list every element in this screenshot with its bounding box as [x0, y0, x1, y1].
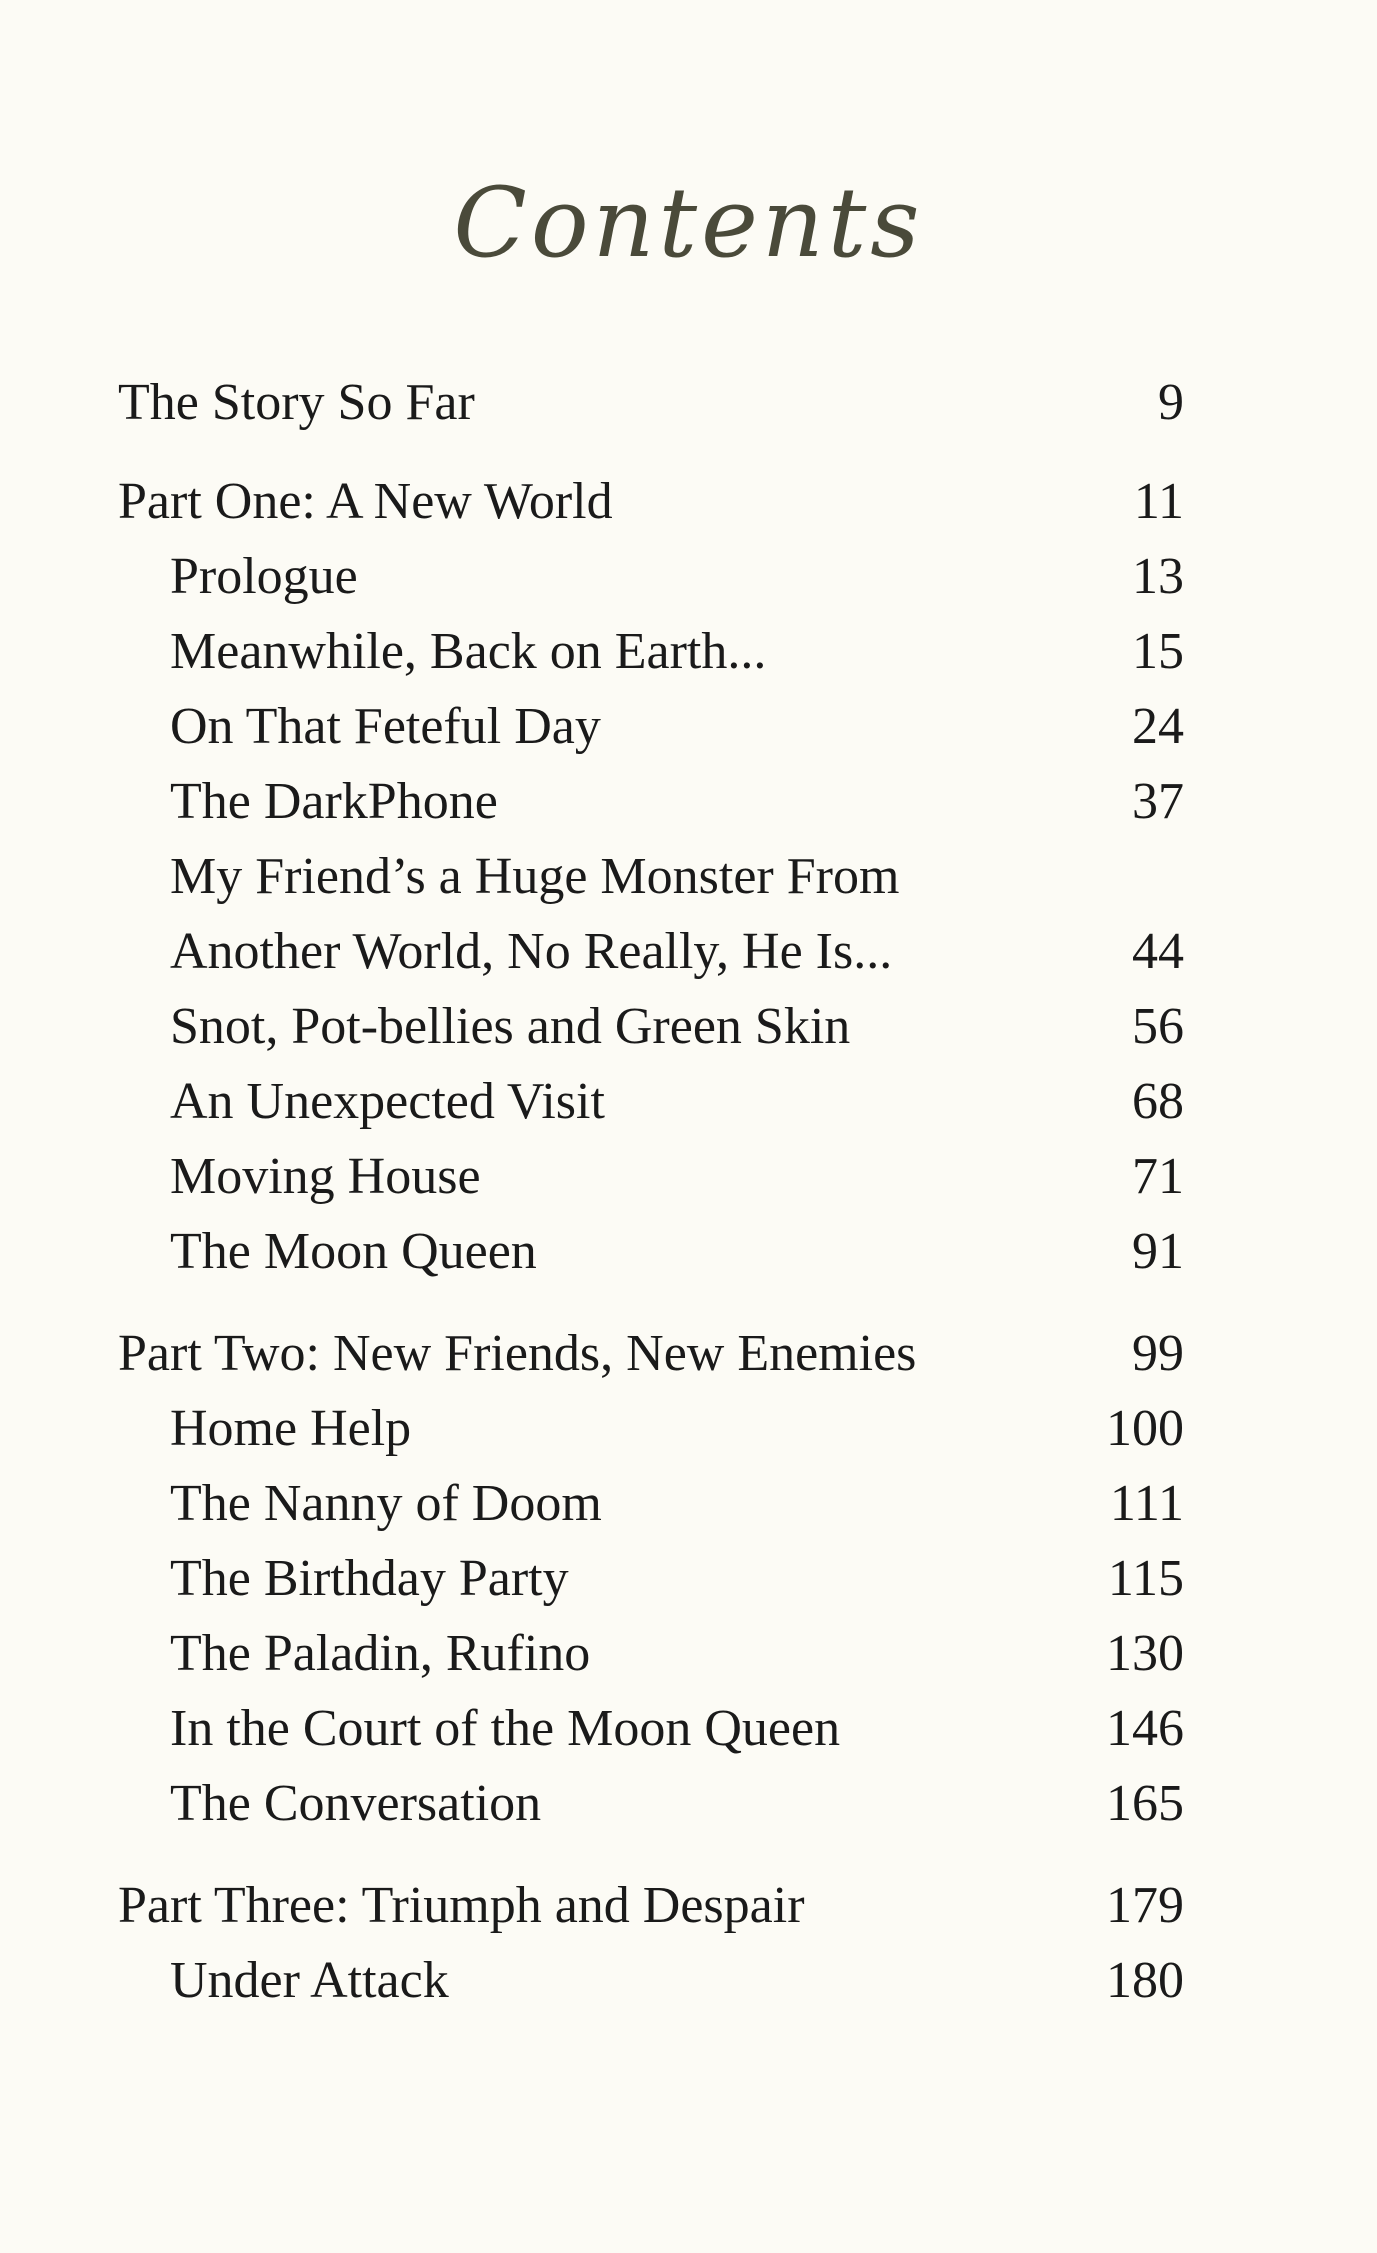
toc-chapter	[0, 992, 1377, 1062]
toc-page-number: 37	[1132, 773, 1184, 830]
toc-page-number: 179	[1106, 1877, 1184, 1934]
toc-page-number: 71	[1132, 1148, 1184, 1205]
toc-chapter-label: The Nanny of Doom	[170, 1475, 602, 1532]
toc-part-two	[0, 1319, 1377, 1389]
toc-entry-label: The Story So Far	[118, 374, 475, 431]
toc-chapter	[0, 767, 1377, 837]
toc-part-label: Part Three: Triumph and Despair	[118, 1877, 805, 1934]
toc-page-number: 11	[1133, 473, 1184, 530]
toc-chapter-label: My Friend’s a Huge Monster From	[170, 848, 900, 905]
toc-chapter-label: The Moon Queen	[170, 1223, 537, 1280]
toc-chapter-label: The Birthday Party	[170, 1550, 569, 1607]
toc-chapter-label: Home Help	[170, 1400, 412, 1457]
toc-page-number: 56	[1132, 998, 1184, 1055]
toc-chapter-label: The Conversation	[170, 1775, 542, 1832]
toc-chapter-label: Moving House	[170, 1148, 481, 1205]
toc-chapter	[0, 1694, 1377, 1764]
toc-entry-story-so-far	[0, 368, 1377, 438]
toc-chapter	[0, 917, 1377, 987]
toc-chapter	[0, 1469, 1377, 1539]
toc-chapter-label: On That Feteful Day	[170, 698, 601, 755]
toc-page-number: 9	[1158, 374, 1184, 431]
toc-part-label: Part One: A New World	[118, 473, 613, 530]
toc-chapter-label: Under Attack	[170, 1952, 449, 2009]
toc-page-number: 180	[1106, 1952, 1184, 2009]
toc-page-number: 130	[1106, 1625, 1184, 1682]
toc-part-three	[0, 1871, 1377, 1941]
toc-page-number: 13	[1132, 548, 1184, 605]
toc-chapter-label: An Unexpected Visit	[170, 1073, 605, 1130]
toc-chapter	[0, 617, 1377, 687]
toc-chapter-label: The DarkPhone	[170, 773, 498, 830]
toc-chapter-label: Meanwhile, Back on Earth...	[170, 623, 767, 680]
toc-chapter	[0, 1067, 1377, 1137]
page-title: Contents	[453, 167, 924, 279]
toc-part-one	[0, 467, 1377, 537]
toc-page-number: 15	[1132, 623, 1184, 680]
toc-page-number: 100	[1106, 1400, 1184, 1457]
toc-chapter	[0, 542, 1377, 612]
toc-chapter-label: In the Court of the Moon Queen	[170, 1700, 841, 1757]
toc-chapter-label: Prologue	[170, 548, 358, 605]
toc-page-number: 91	[1132, 1223, 1184, 1280]
toc-chapter-label: Snot, Pot-bellies and Green Skin	[170, 998, 851, 1055]
toc-chapter	[0, 842, 1377, 912]
toc-page-number: 165	[1106, 1775, 1184, 1832]
toc-chapter	[0, 1217, 1377, 1287]
toc-chapter	[0, 1769, 1377, 1839]
toc-chapter-label: The Paladin, Rufino	[170, 1625, 591, 1682]
toc-page-number: 44	[1132, 923, 1184, 980]
toc-part-label: Part Two: New Friends, New Enemies	[118, 1325, 917, 1382]
toc-page-number: 111	[1109, 1475, 1184, 1532]
toc-chapter-label: Another World, No Really, He Is...	[170, 923, 893, 980]
toc-page-number: 68	[1132, 1073, 1184, 1130]
toc-chapter	[0, 1394, 1377, 1464]
toc-chapter	[0, 1142, 1377, 1212]
toc-chapter	[0, 1619, 1377, 1689]
toc-page-number: 115	[1107, 1550, 1184, 1607]
toc-chapter	[0, 692, 1377, 762]
toc-page-number: 99	[1132, 1325, 1184, 1382]
toc-chapter	[0, 1544, 1377, 1614]
toc-chapter	[0, 1946, 1377, 2016]
toc-page-number: 146	[1106, 1700, 1184, 1757]
toc-page-number: 24	[1132, 698, 1184, 755]
